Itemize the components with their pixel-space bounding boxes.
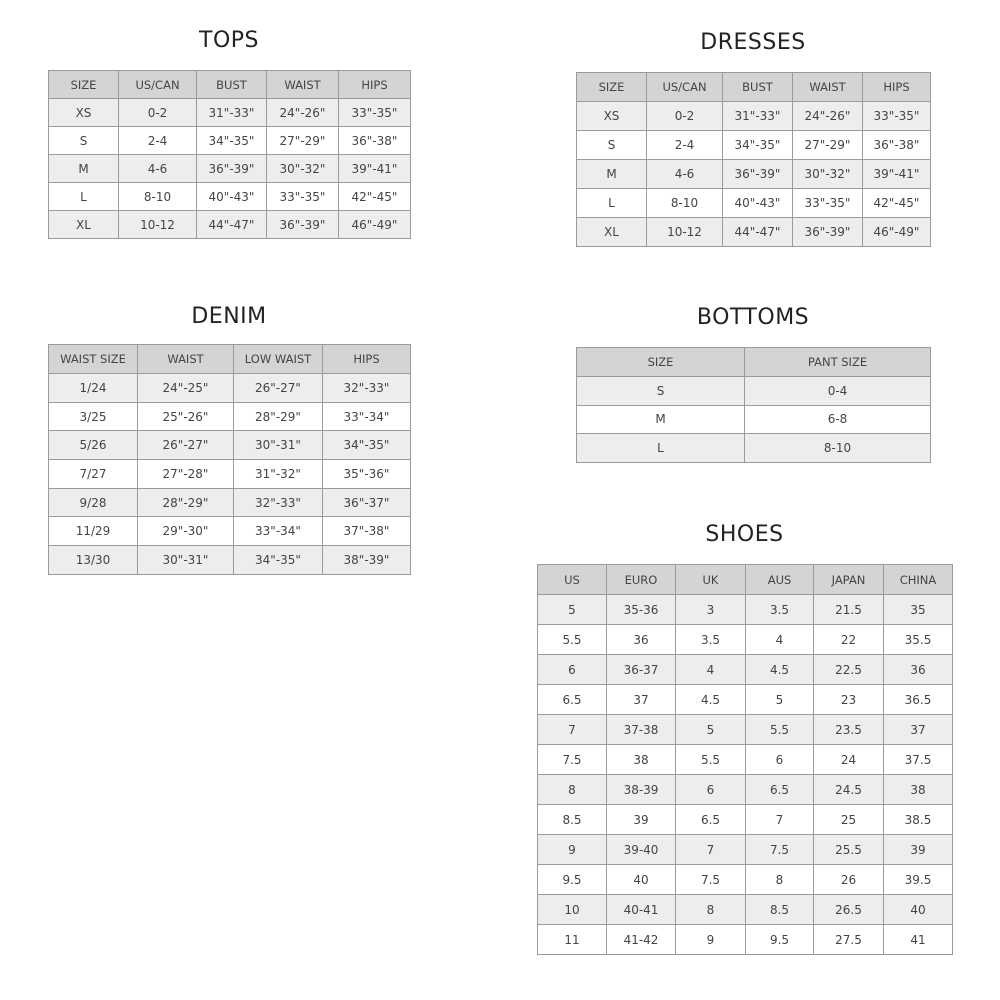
- dresses-table-cell: 2-4: [647, 131, 723, 160]
- tops-table-cell: XS: [49, 99, 119, 127]
- tops-table-row: [49, 99, 411, 127]
- denim-table-cell: 24"-25": [138, 374, 234, 403]
- dresses-table-cell: 42"-45": [863, 189, 931, 218]
- tops-table-cell: M: [49, 155, 119, 183]
- shoes-table-cell: 6: [676, 775, 746, 805]
- dresses-header-row: [577, 73, 931, 102]
- shoes-table-cell: 6.5: [676, 805, 746, 835]
- shoes-table-cell: 7: [746, 805, 814, 835]
- tops-table-cell: 27"-29": [267, 127, 339, 155]
- tops-column-header: WAIST: [267, 71, 339, 99]
- shoes-table-cell: 38-39: [607, 775, 676, 805]
- shoes-table-cell: 4: [746, 625, 814, 655]
- tops-column-header: US/CAN: [119, 71, 197, 99]
- tops-table-cell: 24"-26": [267, 99, 339, 127]
- denim-table-cell: 34"-35": [323, 431, 411, 460]
- dresses-table-cell: 0-2: [647, 102, 723, 131]
- tops-table-cell: 46"-49": [339, 211, 411, 239]
- denim-table-cell: 36"-37": [323, 488, 411, 517]
- denim-table-row: [49, 460, 411, 489]
- denim-table-cell: 30"-31": [138, 546, 234, 575]
- shoes-table-cell: 8.5: [746, 895, 814, 925]
- denim-table-cell: 5/26: [49, 431, 138, 460]
- shoes-column-header: US: [538, 565, 607, 595]
- denim-column-header: WAIST SIZE: [49, 345, 138, 374]
- shoes-header-row: [538, 565, 953, 595]
- dresses-table-cell: 33"-35": [793, 189, 863, 218]
- denim-table-row: [49, 431, 411, 460]
- tops-table-cell: XL: [49, 211, 119, 239]
- dresses-table-row: [577, 102, 931, 131]
- shoes-table-row: [538, 775, 953, 805]
- shoes-table-cell: 37: [884, 715, 953, 745]
- shoes-column-header: CHINA: [884, 565, 953, 595]
- tops-table-row: [49, 211, 411, 239]
- shoes-table-cell: 37-38: [607, 715, 676, 745]
- shoes-table-cell: 39.5: [884, 865, 953, 895]
- denim-table-cell: 26"-27": [138, 431, 234, 460]
- bottoms-table-cell: 6-8: [745, 405, 931, 434]
- tops-table-cell: 4-6: [119, 155, 197, 183]
- tops-table-cell: 10-12: [119, 211, 197, 239]
- dresses-table-row: [577, 218, 931, 247]
- dresses-table-cell: XS: [577, 102, 647, 131]
- dresses-column-header: HIPS: [863, 73, 931, 102]
- tops-table-cell: 0-2: [119, 99, 197, 127]
- denim-column-header: HIPS: [323, 345, 411, 374]
- denim-table-cell: 11/29: [49, 517, 138, 546]
- shoes-table-row: [538, 835, 953, 865]
- dresses-table-cell: 10-12: [647, 218, 723, 247]
- denim-table-row: [49, 402, 411, 431]
- dresses-table-cell: 30"-32": [793, 160, 863, 189]
- shoes-table-cell: 4: [676, 655, 746, 685]
- tops-table-cell: 31"-33": [197, 99, 267, 127]
- dresses-table-cell: XL: [577, 218, 647, 247]
- shoes-table-cell: 35-36: [607, 595, 676, 625]
- shoes-table-cell: 6.5: [746, 775, 814, 805]
- shoes-table-cell: 6: [746, 745, 814, 775]
- denim-table-cell: 31"-32": [234, 460, 323, 489]
- denim-table-cell: 27"-28": [138, 460, 234, 489]
- shoes-table-cell: 10: [538, 895, 607, 925]
- bottoms-header-row: [577, 348, 931, 377]
- shoes-table-cell: 40: [884, 895, 953, 925]
- denim-table-cell: 25"-26": [138, 402, 234, 431]
- shoes-table-cell: 36: [607, 625, 676, 655]
- denim-table-row: [49, 517, 411, 546]
- dresses-table-cell: 36"-39": [793, 218, 863, 247]
- shoes-table-cell: 38.5: [884, 805, 953, 835]
- tops-size-table: [48, 70, 411, 239]
- shoes-table-row: [538, 745, 953, 775]
- dresses-table-cell: 44"-47": [723, 218, 793, 247]
- denim-table-row: [49, 546, 411, 575]
- denim-table-cell: 9/28: [49, 488, 138, 517]
- dresses-table-cell: 27"-29": [793, 131, 863, 160]
- shoes-table-cell: 23: [814, 685, 884, 715]
- denim-table-row: [49, 488, 411, 517]
- tops-title: TOPS: [199, 28, 259, 53]
- shoes-table-cell: 35.5: [884, 625, 953, 655]
- shoes-table-cell: 9: [676, 925, 746, 955]
- shoes-table-row: [538, 715, 953, 745]
- shoes-column-header: EURO: [607, 565, 676, 595]
- tops-table-row: [49, 183, 411, 211]
- denim-table-cell: 38"-39": [323, 546, 411, 575]
- shoes-table-cell: 7: [538, 715, 607, 745]
- dresses-table-cell: 33"-35": [863, 102, 931, 131]
- shoes-table-cell: 26.5: [814, 895, 884, 925]
- denim-size-table: [48, 344, 411, 575]
- shoes-table-cell: 6: [538, 655, 607, 685]
- shoes-table-cell: 5.5: [538, 625, 607, 655]
- shoes-table-cell: 37: [607, 685, 676, 715]
- denim-table-cell: 30"-31": [234, 431, 323, 460]
- shoes-table-cell: 40-41: [607, 895, 676, 925]
- shoes-table-cell: 9.5: [538, 865, 607, 895]
- dresses-table-cell: 34"-35": [723, 131, 793, 160]
- denim-column-header: WAIST: [138, 345, 234, 374]
- bottoms-table-row: [577, 405, 931, 434]
- dresses-table-cell: 40"-43": [723, 189, 793, 218]
- denim-header-row: [49, 345, 411, 374]
- tops-table-cell: 40"-43": [197, 183, 267, 211]
- tops-table-cell: 36"-39": [267, 211, 339, 239]
- shoes-table-cell: 8.5: [538, 805, 607, 835]
- bottoms-size-table: [576, 347, 931, 463]
- shoes-table-cell: 3.5: [676, 625, 746, 655]
- shoes-table-row: [538, 625, 953, 655]
- shoes-table-row: [538, 805, 953, 835]
- tops-table-cell: 36"-39": [197, 155, 267, 183]
- tops-table-cell: 34"-35": [197, 127, 267, 155]
- tops-table-cell: 42"-45": [339, 183, 411, 211]
- bottoms-table-row: [577, 377, 931, 406]
- shoes-table-cell: 5.5: [746, 715, 814, 745]
- shoes-table-cell: 41: [884, 925, 953, 955]
- shoes-column-header: AUS: [746, 565, 814, 595]
- dresses-table-cell: 4-6: [647, 160, 723, 189]
- shoes-table-cell: 41-42: [607, 925, 676, 955]
- dresses-table-row: [577, 160, 931, 189]
- tops-table-cell: S: [49, 127, 119, 155]
- tops-table-cell: 30"-32": [267, 155, 339, 183]
- shoes-table-cell: 5.5: [676, 745, 746, 775]
- shoes-table-cell: 36.5: [884, 685, 953, 715]
- shoes-table-cell: 24.5: [814, 775, 884, 805]
- denim-table-cell: 1/24: [49, 374, 138, 403]
- dresses-table-cell: L: [577, 189, 647, 218]
- shoes-table-row: [538, 895, 953, 925]
- shoes-table-cell: 4.5: [746, 655, 814, 685]
- shoes-table-cell: 9: [538, 835, 607, 865]
- shoes-table-cell: 7.5: [538, 745, 607, 775]
- dresses-table-cell: S: [577, 131, 647, 160]
- dresses-table-cell: 31"-33": [723, 102, 793, 131]
- bottoms-table-row: [577, 434, 931, 463]
- bottoms-table-cell: M: [577, 405, 745, 434]
- shoes-table-cell: 37.5: [884, 745, 953, 775]
- denim-title: DENIM: [191, 304, 267, 329]
- tops-table-cell: 39"-41": [339, 155, 411, 183]
- dresses-size-table: [576, 72, 931, 247]
- tops-table-cell: 2-4: [119, 127, 197, 155]
- shoes-table-cell: 5: [676, 715, 746, 745]
- shoes-table-cell: 7: [676, 835, 746, 865]
- tops-table-cell: L: [49, 183, 119, 211]
- dresses-table-row: [577, 189, 931, 218]
- tops-table-cell: 33"-35": [339, 99, 411, 127]
- dresses-column-header: US/CAN: [647, 73, 723, 102]
- denim-table-cell: 28"-29": [234, 402, 323, 431]
- shoes-table-cell: 36-37: [607, 655, 676, 685]
- shoes-table-cell: 21.5: [814, 595, 884, 625]
- shoes-title: SHOES: [705, 522, 784, 547]
- denim-column-header: LOW WAIST: [234, 345, 323, 374]
- tops-header-row: [49, 71, 411, 99]
- shoes-table-cell: 22: [814, 625, 884, 655]
- shoes-table-cell: 4.5: [676, 685, 746, 715]
- dresses-table-row: [577, 131, 931, 160]
- shoes-table-cell: 7.5: [746, 835, 814, 865]
- dresses-table-cell: 36"-39": [723, 160, 793, 189]
- shoes-table-cell: 25: [814, 805, 884, 835]
- shoes-table-cell: 38: [884, 775, 953, 805]
- bottoms-table-cell: S: [577, 377, 745, 406]
- shoes-table-cell: 39: [884, 835, 953, 865]
- tops-table-cell: 36"-38": [339, 127, 411, 155]
- tops-table-cell: 44"-47": [197, 211, 267, 239]
- shoes-table-cell: 27.5: [814, 925, 884, 955]
- shoes-table-cell: 24: [814, 745, 884, 775]
- shoes-table-cell: 22.5: [814, 655, 884, 685]
- dresses-table-cell: 46"-49": [863, 218, 931, 247]
- bottoms-table-cell: 0-4: [745, 377, 931, 406]
- tops-column-header: SIZE: [49, 71, 119, 99]
- denim-table-cell: 33"-34": [323, 402, 411, 431]
- bottoms-column-header: PANT SIZE: [745, 348, 931, 377]
- shoes-size-table: [537, 564, 953, 955]
- denim-table-cell: 26"-27": [234, 374, 323, 403]
- shoes-table-cell: 38: [607, 745, 676, 775]
- denim-table-cell: 7/27: [49, 460, 138, 489]
- dresses-table-cell: 24"-26": [793, 102, 863, 131]
- bottoms-title: BOTTOMS: [696, 305, 810, 330]
- shoes-table-cell: 3: [676, 595, 746, 625]
- shoes-table-cell: 11: [538, 925, 607, 955]
- bottoms-table-cell: L: [577, 434, 745, 463]
- dresses-table-cell: 39"-41": [863, 160, 931, 189]
- tops-column-header: HIPS: [339, 71, 411, 99]
- bottoms-table-cell: 8-10: [745, 434, 931, 463]
- denim-table-cell: 29"-30": [138, 517, 234, 546]
- dresses-table-cell: M: [577, 160, 647, 189]
- dresses-column-header: WAIST: [793, 73, 863, 102]
- shoes-table-row: [538, 925, 953, 955]
- tops-column-header: BUST: [197, 71, 267, 99]
- denim-table-cell: 34"-35": [234, 546, 323, 575]
- bottoms-column-header: SIZE: [577, 348, 745, 377]
- shoes-table-cell: 9.5: [746, 925, 814, 955]
- shoes-table-row: [538, 595, 953, 625]
- tops-table-row: [49, 127, 411, 155]
- shoes-table-cell: 5: [538, 595, 607, 625]
- shoes-table-row: [538, 865, 953, 895]
- dresses-title: DRESSES: [700, 30, 806, 55]
- tops-table-cell: 8-10: [119, 183, 197, 211]
- shoes-table-cell: 40: [607, 865, 676, 895]
- dresses-column-header: SIZE: [577, 73, 647, 102]
- denim-table-cell: 32"-33": [323, 374, 411, 403]
- denim-table-cell: 32"-33": [234, 488, 323, 517]
- shoes-table-cell: 39-40: [607, 835, 676, 865]
- denim-table-cell: 35"-36": [323, 460, 411, 489]
- shoes-table-cell: 5: [746, 685, 814, 715]
- shoes-table-cell: 6.5: [538, 685, 607, 715]
- shoes-table-cell: 8: [676, 895, 746, 925]
- shoes-table-cell: 35: [884, 595, 953, 625]
- shoes-table-cell: 39: [607, 805, 676, 835]
- denim-table-cell: 3/25: [49, 402, 138, 431]
- dresses-table-cell: 36"-38": [863, 131, 931, 160]
- denim-table-cell: 37"-38": [323, 517, 411, 546]
- shoes-table-row: [538, 655, 953, 685]
- shoes-table-row: [538, 685, 953, 715]
- denim-table-cell: 33"-34": [234, 517, 323, 546]
- shoes-table-cell: 7.5: [676, 865, 746, 895]
- shoes-table-cell: 8: [538, 775, 607, 805]
- dresses-column-header: BUST: [723, 73, 793, 102]
- denim-table-cell: 13/30: [49, 546, 138, 575]
- denim-table-cell: 28"-29": [138, 488, 234, 517]
- shoes-table-cell: 3.5: [746, 595, 814, 625]
- tops-table-row: [49, 155, 411, 183]
- shoes-table-cell: 8: [746, 865, 814, 895]
- dresses-table-cell: 8-10: [647, 189, 723, 218]
- shoes-column-header: UK: [676, 565, 746, 595]
- tops-table-cell: 33"-35": [267, 183, 339, 211]
- shoes-table-cell: 26: [814, 865, 884, 895]
- shoes-column-header: JAPAN: [814, 565, 884, 595]
- shoes-table-cell: 25.5: [814, 835, 884, 865]
- shoes-table-cell: 36: [884, 655, 953, 685]
- shoes-table-cell: 23.5: [814, 715, 884, 745]
- denim-table-row: [49, 374, 411, 403]
